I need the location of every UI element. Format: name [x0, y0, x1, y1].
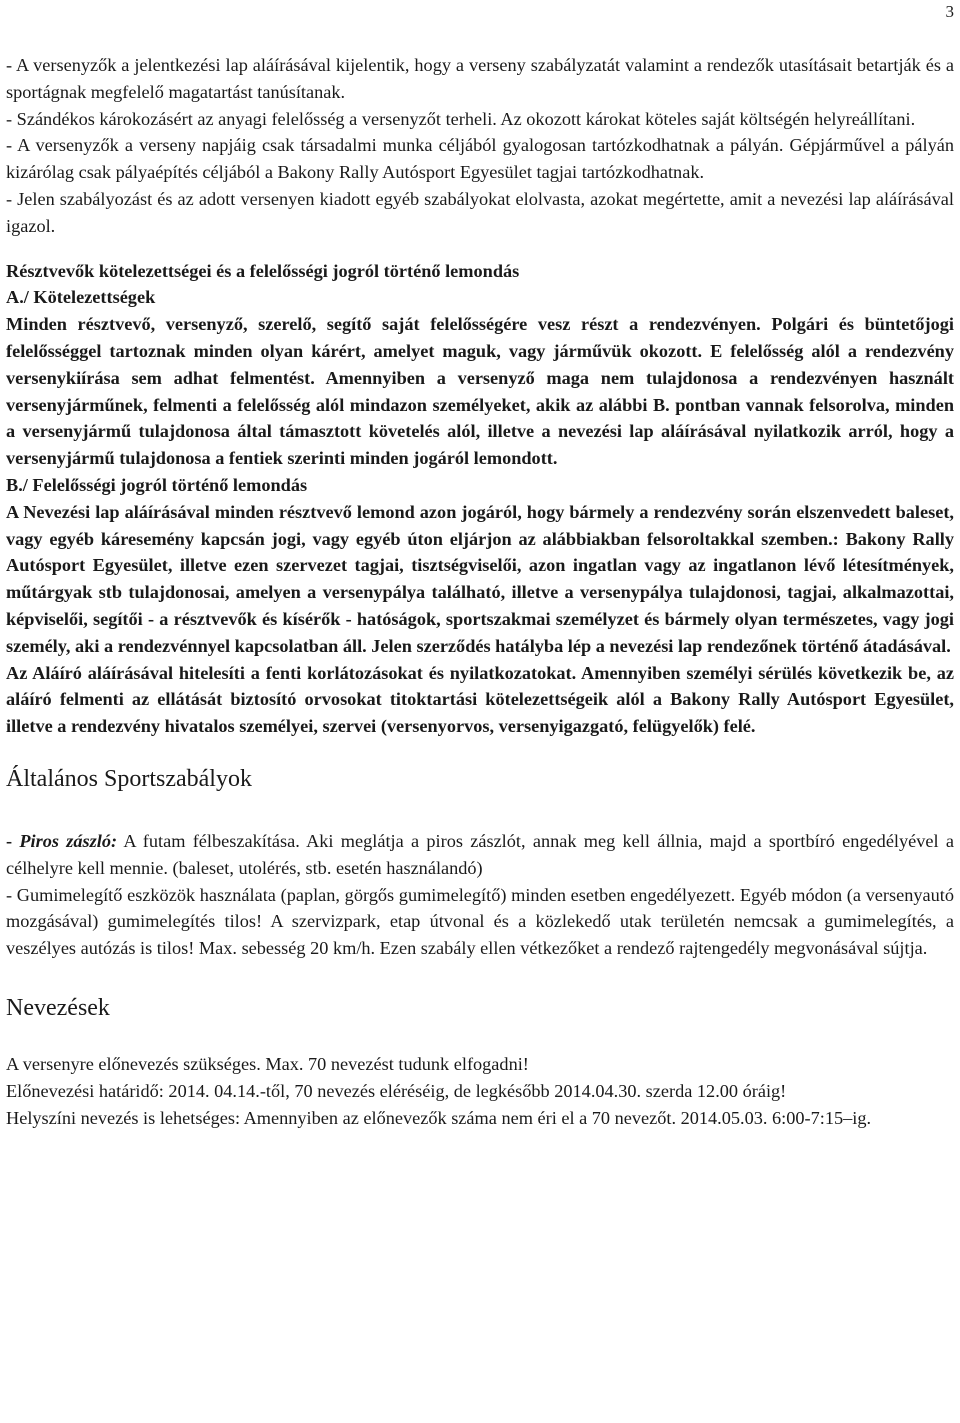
rule-paragraph-acknowledgement: - Jelen szabályozást és az adott versenyen kiadott egyéb szabályokat elolvasta, azokat megértette, amit a nevezési lap aláírásával igazol. [6, 188, 954, 236]
tyre-warming-rule: - Gumimelegítő eszközök használata (paplan, görgős gumimelegítő) minden esetben engedélyezett. Egyéb módon (a versenyautó mozgásával) gumimelegítés tilos! A szervizpark, etap útvonal és a közlekedő utak területén nemcsak a gumimelegítés, a veszélyes autózás is tilos! Max. sebesség 20 km/h. Ezen szabály ellen vétkezőket a rendező rajtengedély megvonásával sújtja. [6, 884, 954, 959]
document-body [6, 52, 954, 1131]
obligations-title: Résztvevők kötelezettségei és a felelősségi jogról történő lemondás [6, 260, 520, 281]
red-flag-dash: - [6, 830, 13, 851]
entries-deadline: Előnevezési határidő: 2014. 04.14.-től, 70 nevezés eléréséig, de legkésőbb 2014.04.30. szerda 12.00 óráig! [6, 1080, 787, 1101]
general-rules-heading: Általános Sportszabályok [6, 765, 252, 792]
rule-paragraph-damages: - Szándékos károkozásért az anyagi felelősség a versenyzőt terheli. Az okozott károkat köteles saját költségén helyreállítani. [6, 108, 916, 129]
obligations-b-text: A Nevezési lap aláírásával minden résztvevő lemond azon jogáról, hogy bármely a rendezvény során elszenvedett baleset, vagy egyéb káresemény kapcsán jogi, vagy egyéb úton eljárjon az alábbiakban felsoroltakkal szemben.: Bakony Rally Autósport Egyesület, illetve ezen szervezet tagjai, tisztségviselői, azon ingatlan vagy az ingatlanon lévő létesítmények, műtárgyak stb tulajdonosai, amelyen a versenypálya található, illetve a versenypálya tulajdonosi, tagjai, alkalmazottai, képviselői, segítői - a résztvevők és kísérők - hatóságok, sportszakmai személyzet és bármely olyan természetes, vagy jogi személy, aki a rendezvénnyel kapcsolatban áll. Jelen szerződés hatályba lép a nevezési lap rendezőnek történő átadásával. [6, 501, 954, 656]
obligations-a-title: A./ Kötelezettségek [6, 287, 156, 308]
obligations-a-text: Minden résztvevő, versenyző, szerelő, segítő saját felelősségére vesz részt a rendezvényen. Polgári és büntetőjogi felelősséggel tartoznak minden olyan kárért, amelyet maguk, vagy járművük okozott. E felelősség alól a rendezvény versenykiírása sem adhat felmentést. Amennyiben a versenyző maga nem tulajdonosa a rendezvényen használt versenyjárműnek, felmenti a felelősség alól mindazon személyeket, akik az alábbi B. pontban vannak felsorolva, minden a versenyjármű tulajdonosa által támasztott követelés alól, illetve a nevezési lap aláírásával nyilatkozik arról, hogy a versenyjármű tulajdonosa a fentiek szerinti minden jogáról lemondott. [6, 314, 954, 469]
entries-heading: Nevezések [6, 994, 110, 1021]
obligations-b-title: B./ Felelősségi jogról történő lemondás [6, 474, 308, 495]
rule-paragraph-track-access: - A versenyzők a verseny napjáig csak társadalmi munka céljából gyalogosan tartózkodhatnak a pályán. Gépjárművel a pályán kizárólag csak pályaépítés céljából a Bakony Rally Autósport Egyesület tagjai tartózkodhatnak. [6, 135, 954, 183]
rule-paragraph-signature: - A versenyzők a jelentkezési lap aláírásával kijelentik, hogy a verseny szabályzatát valamint a rendezők utasításait betartják és a sportágnak megfelelő magatartást tanúsítanak. [6, 55, 954, 102]
red-flag-text: A futam félbeszakítása. Aki meglátja a piros zászlót, annak meg kell állnia, majd a sportbíró engedélyével a célhelyre kell mennie. (baleset, utolérés, stb. esetén használandó) [6, 830, 954, 878]
obligations-signer-text: Az Aláíró aláírásával hitelesíti a fenti korlátozásokat és nyilatkozatokat. Amennyiben személyi sérülés következik be, az aláíró felmenti az ellátását biztosító orvosokat titoktartási kötelezettségeik alól a Bakony Rally Autósport Egyesület, illetve a rendezvény hivatalos személyei, szervei (versenyorvos, versenyigazgató, felügyelők) felé. [6, 662, 954, 737]
entries-pre-registration: A versenyre előnevezés szükséges. Max. 70 nevezést tudunk elfogadni! [6, 1053, 529, 1074]
red-flag-label: Piros zászló: [19, 830, 118, 851]
entries-onsite: Helyszíni nevezés is lehetséges: Amennyiben az előnevezők száma nem éri el a 70 nevezőt. 2014.05.03. 6:00-7:15–ig. [6, 1107, 872, 1128]
page-number: 3 [945, 2, 954, 21]
red-flag-rule [6, 828, 954, 882]
